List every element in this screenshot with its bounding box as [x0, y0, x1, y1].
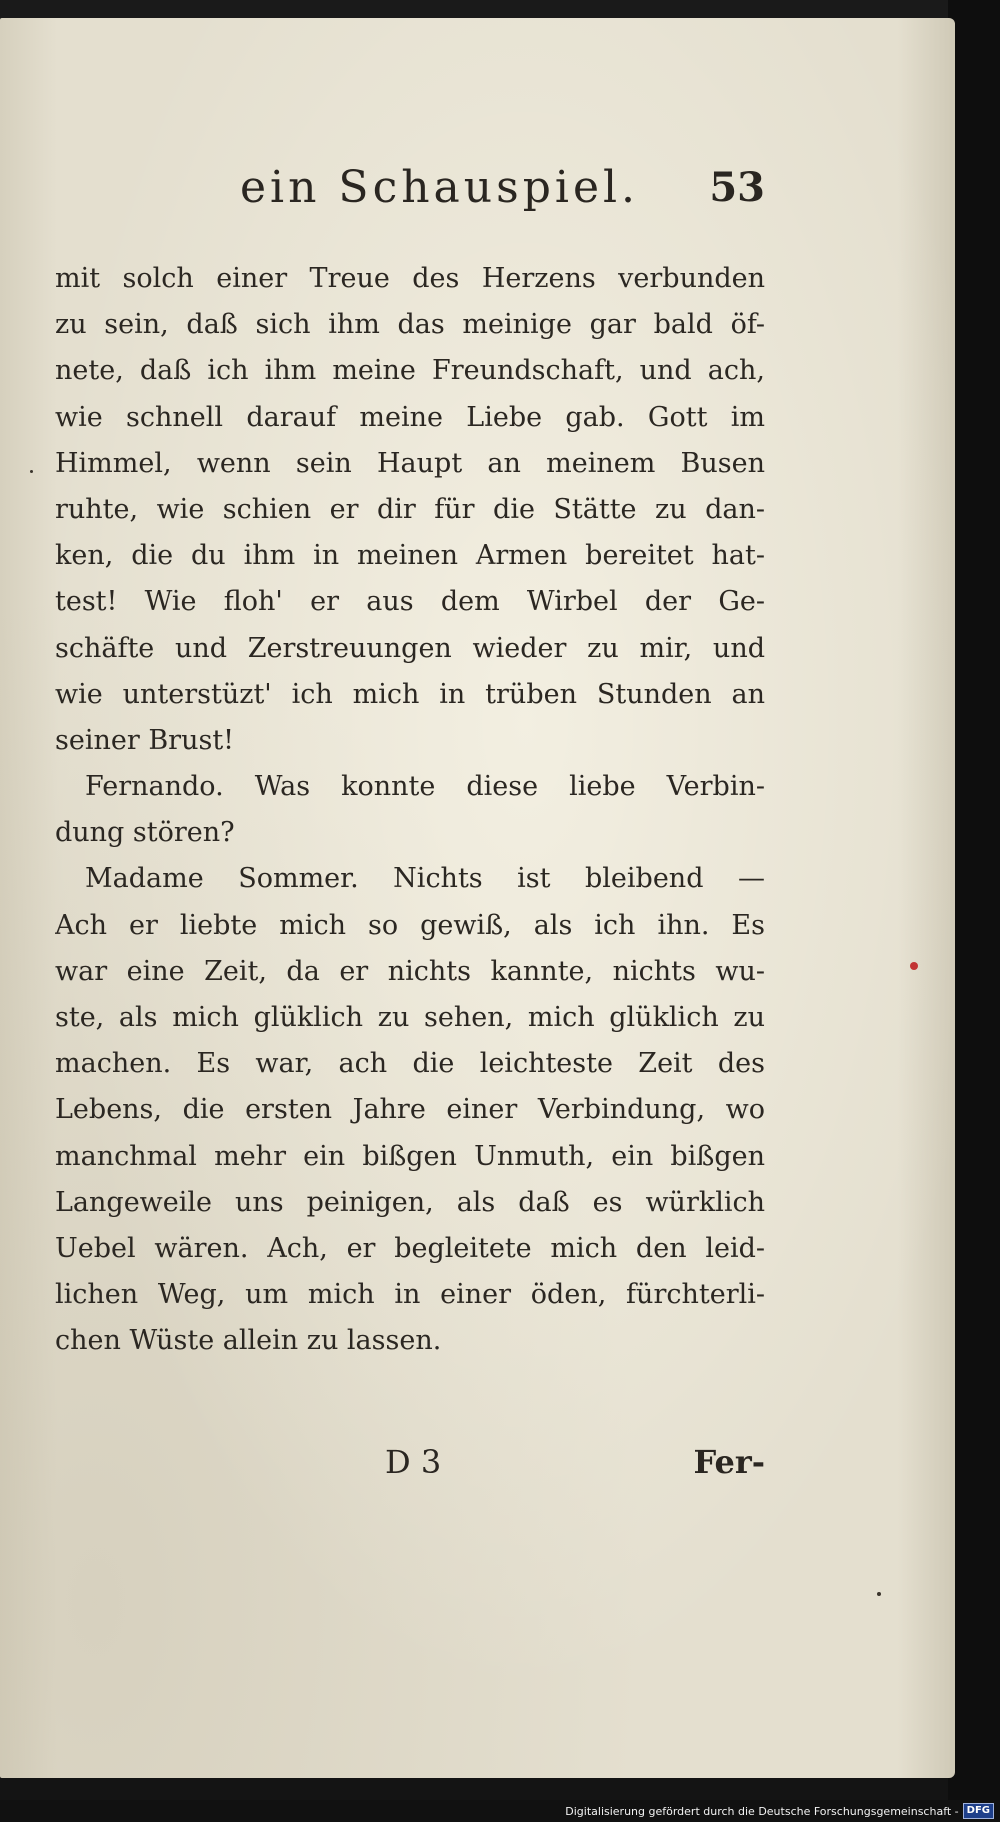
scan-right-edge [948, 0, 1000, 1822]
page-number: 53 [709, 164, 765, 211]
text-line: Lebens, die ersten Jahre einer Verbindung, wo [55, 1094, 765, 1126]
text-line: war eine Zeit, da er nichts kannte, nichts wu- [55, 955, 765, 987]
speaker-line: Madame Sommer. Nichts ist bleibend — [85, 863, 765, 895]
text-line: lichen Weg, um mich in einer öden, fürchterli- [55, 1279, 765, 1311]
signature-mark: D 3 [385, 1443, 442, 1481]
text-line: Himmel, wenn sein Haupt an meinem Busen [55, 447, 765, 479]
text-line: wie unterstüzt' ich mich in trüben Stunden an [55, 678, 765, 710]
text-line: nete, daß ich ihm meine Freundschaft, und ach, [55, 355, 765, 387]
text-line: dung stören? [55, 817, 235, 849]
text-line: test! Wie floh' er aus dem Wirbel der Ge- [55, 586, 765, 618]
text-line: seiner Brust! [55, 724, 235, 756]
text-line: Langeweile uns peinigen, als daß es würklich [55, 1186, 765, 1218]
body-text [55, 256, 765, 1365]
text-line: ken, die du ihm in meinen Armen bereitet hat- [55, 540, 765, 572]
text-line: ste, als mich glüklich zu sehen, mich glüklich zu [55, 1002, 765, 1033]
text-line: mit solch einer Treue des Herzens verbunden [55, 263, 765, 294]
text-line: Ach er liebte mich so gewiß, als ich ihn. Es [55, 909, 765, 941]
text-line: ruhte, wie schien er dir für die Stätte zu dan- [55, 493, 765, 525]
running-head [60, 162, 765, 232]
text-line: machen. Es war, ach die leichteste Zeit des [55, 1048, 765, 1080]
running-title: ein Schauspiel. [240, 162, 640, 213]
paper-speck [877, 1592, 881, 1596]
credit-bar [0, 1800, 1000, 1822]
speaker-line: Fernando. Was konnte diese liebe Verbin- [85, 771, 765, 803]
credit-text: Digitalisierung gefördert durch die Deutsche Forschungsgemeinschaft - [565, 1804, 959, 1818]
red-ink-spot [910, 962, 918, 970]
page-footer [55, 1443, 765, 1493]
text-line: Uebel wären. Ach, er begleitete mich den leid- [55, 1232, 765, 1264]
catchword: Fer- [693, 1443, 765, 1481]
text-line: chen Wüste allein zu lassen. [55, 1325, 442, 1357]
text-line: zu sein, daß sich ihm das meinige gar bald öf- [55, 309, 765, 341]
paper-speck [30, 470, 33, 473]
dfg-logo: DFG [963, 1803, 994, 1819]
text-line: wie schnell darauf meine Liebe gab. Gott im [55, 401, 765, 433]
scan-top-edge [0, 0, 1000, 18]
text-line: manchmal mehr ein bißgen Unmuth, ein bißgen [55, 1140, 765, 1172]
digitization-credit [565, 1802, 994, 1820]
book-page [0, 18, 955, 1778]
text-line: schäfte und Zerstreuungen wieder zu mir, und [55, 632, 765, 664]
